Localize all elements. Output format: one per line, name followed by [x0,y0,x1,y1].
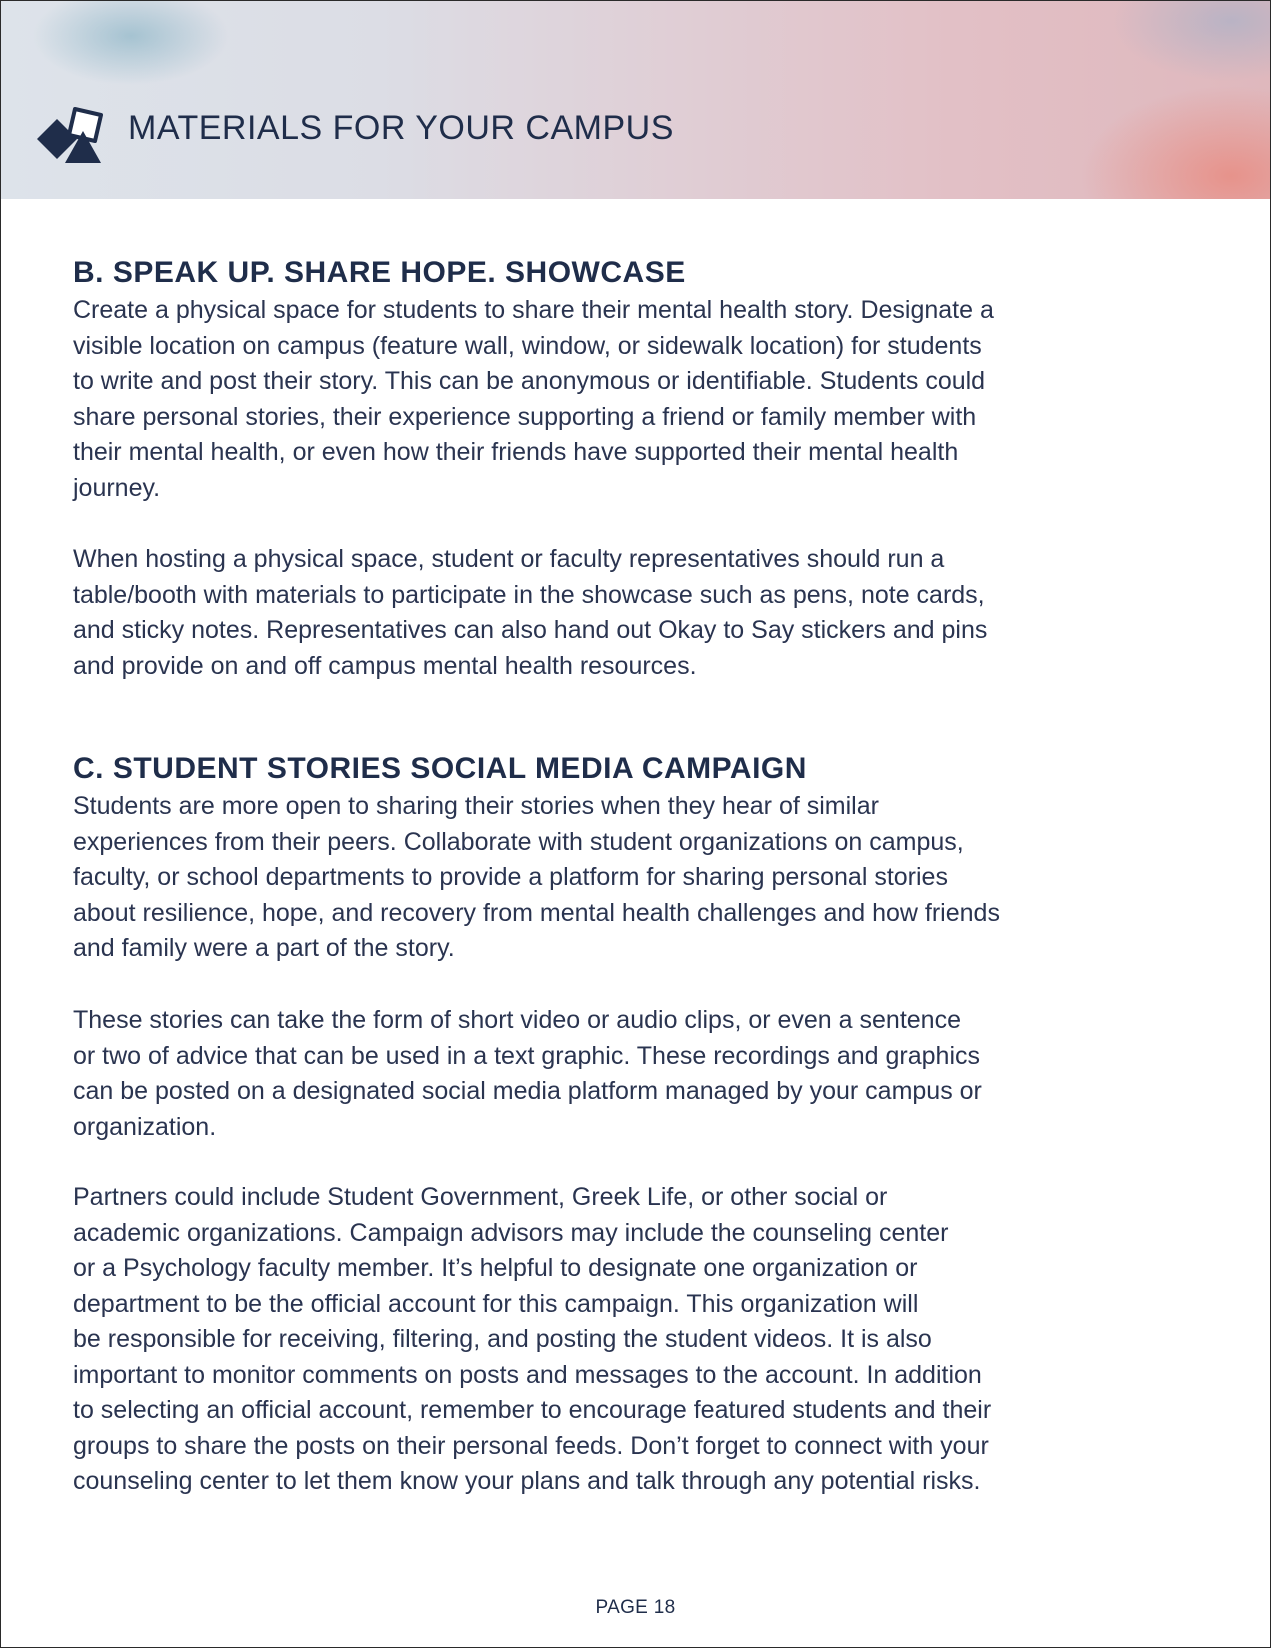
text-line: academic organizations. Campaign advisors may include the counseling center [73,1218,949,1247]
text-line: Partners could include Student Government, Greek Life, or other social or [73,1183,888,1211]
text-line: and provide on and off campus mental health resources. [73,651,697,680]
text-line: organization. [73,1112,217,1141]
text-line: to selecting an official account, remember to encourage featured students and their [73,1396,992,1424]
text-line: to write and post their story. This can be anonymous or identifiable. Students could [73,367,986,395]
shapes-logo-icon [35,105,105,165]
text-line: share personal stories, their experience supporting a friend or family member with [73,402,977,431]
text-line: or a Psychology faculty member. It’s helpful to designate one organization or [73,1254,918,1282]
text-line: Create a physical space for students to share their mental health story. Designate a [73,296,994,324]
text-line: journey. [73,473,161,502]
text-line: department to be the official account for this campaign. This organization will [73,1289,919,1318]
text-line: Students are more open to sharing their stories when they hear of similar [73,792,879,820]
text-line: table/booth with materials to participate in the showcase such as pens, note cards, [73,580,985,609]
text-line: can be posted on a designated social media platform managed by your campus or [73,1077,982,1105]
text-line: faculty, or school departments to provide a platform for sharing personal stories [73,863,948,891]
section-b-paragraph-2 [73,542,1203,684]
section-c-paragraph-1 [73,789,1203,967]
section-c-paragraph-2 [73,1003,1203,1145]
text-line: or two of advice that can be used in a text graphic. These recordings and graphics [73,1041,981,1070]
text-line: be responsible for receiving, filtering, and posting the student videos. It is also [73,1325,932,1353]
page-number: PAGE 18 [595,1597,676,1618]
text-line: important to monitor comments on posts and messages to the account. In addition [73,1360,982,1389]
text-line: experiences from their peers. Collaborate with student organizations on campus, [73,827,964,856]
text-line: visible location on campus (feature wall, window, or sidewalk location) for students [73,331,982,360]
header-title: MATERIALS FOR YOUR CAMPUS [128,109,674,147]
text-line: These stories can take the form of short video or audio clips, or even a sentence [73,1006,961,1034]
section-c-paragraph-3 [73,1180,1203,1500]
text-line: groups to share the posts on their personal feeds. Don’t forget to connect with your [73,1431,989,1460]
text-line: When hosting a physical space, student or faculty representatives should run a [73,545,945,573]
section-b-heading: B. SPEAK UP. SHARE HOPE. SHOWCASE [73,256,686,289]
section-c-heading: C. STUDENT STORIES SOCIAL MEDIA CAMPAIGN [73,752,807,785]
text-line: and sticky notes. Representatives can also hand out Okay to Say stickers and pins [73,616,988,644]
text-line: about resilience, hope, and recovery from mental health challenges and how friends [73,898,1000,927]
text-line: and family were a part of the story. [73,934,455,962]
header-banner [1,1,1270,199]
text-line: counseling center to let them know your plans and talk through any potential risks. [73,1467,981,1495]
section-b-paragraph-1 [73,293,1203,506]
text-line: their mental health, or even how their friends have supported their mental health [73,438,959,466]
